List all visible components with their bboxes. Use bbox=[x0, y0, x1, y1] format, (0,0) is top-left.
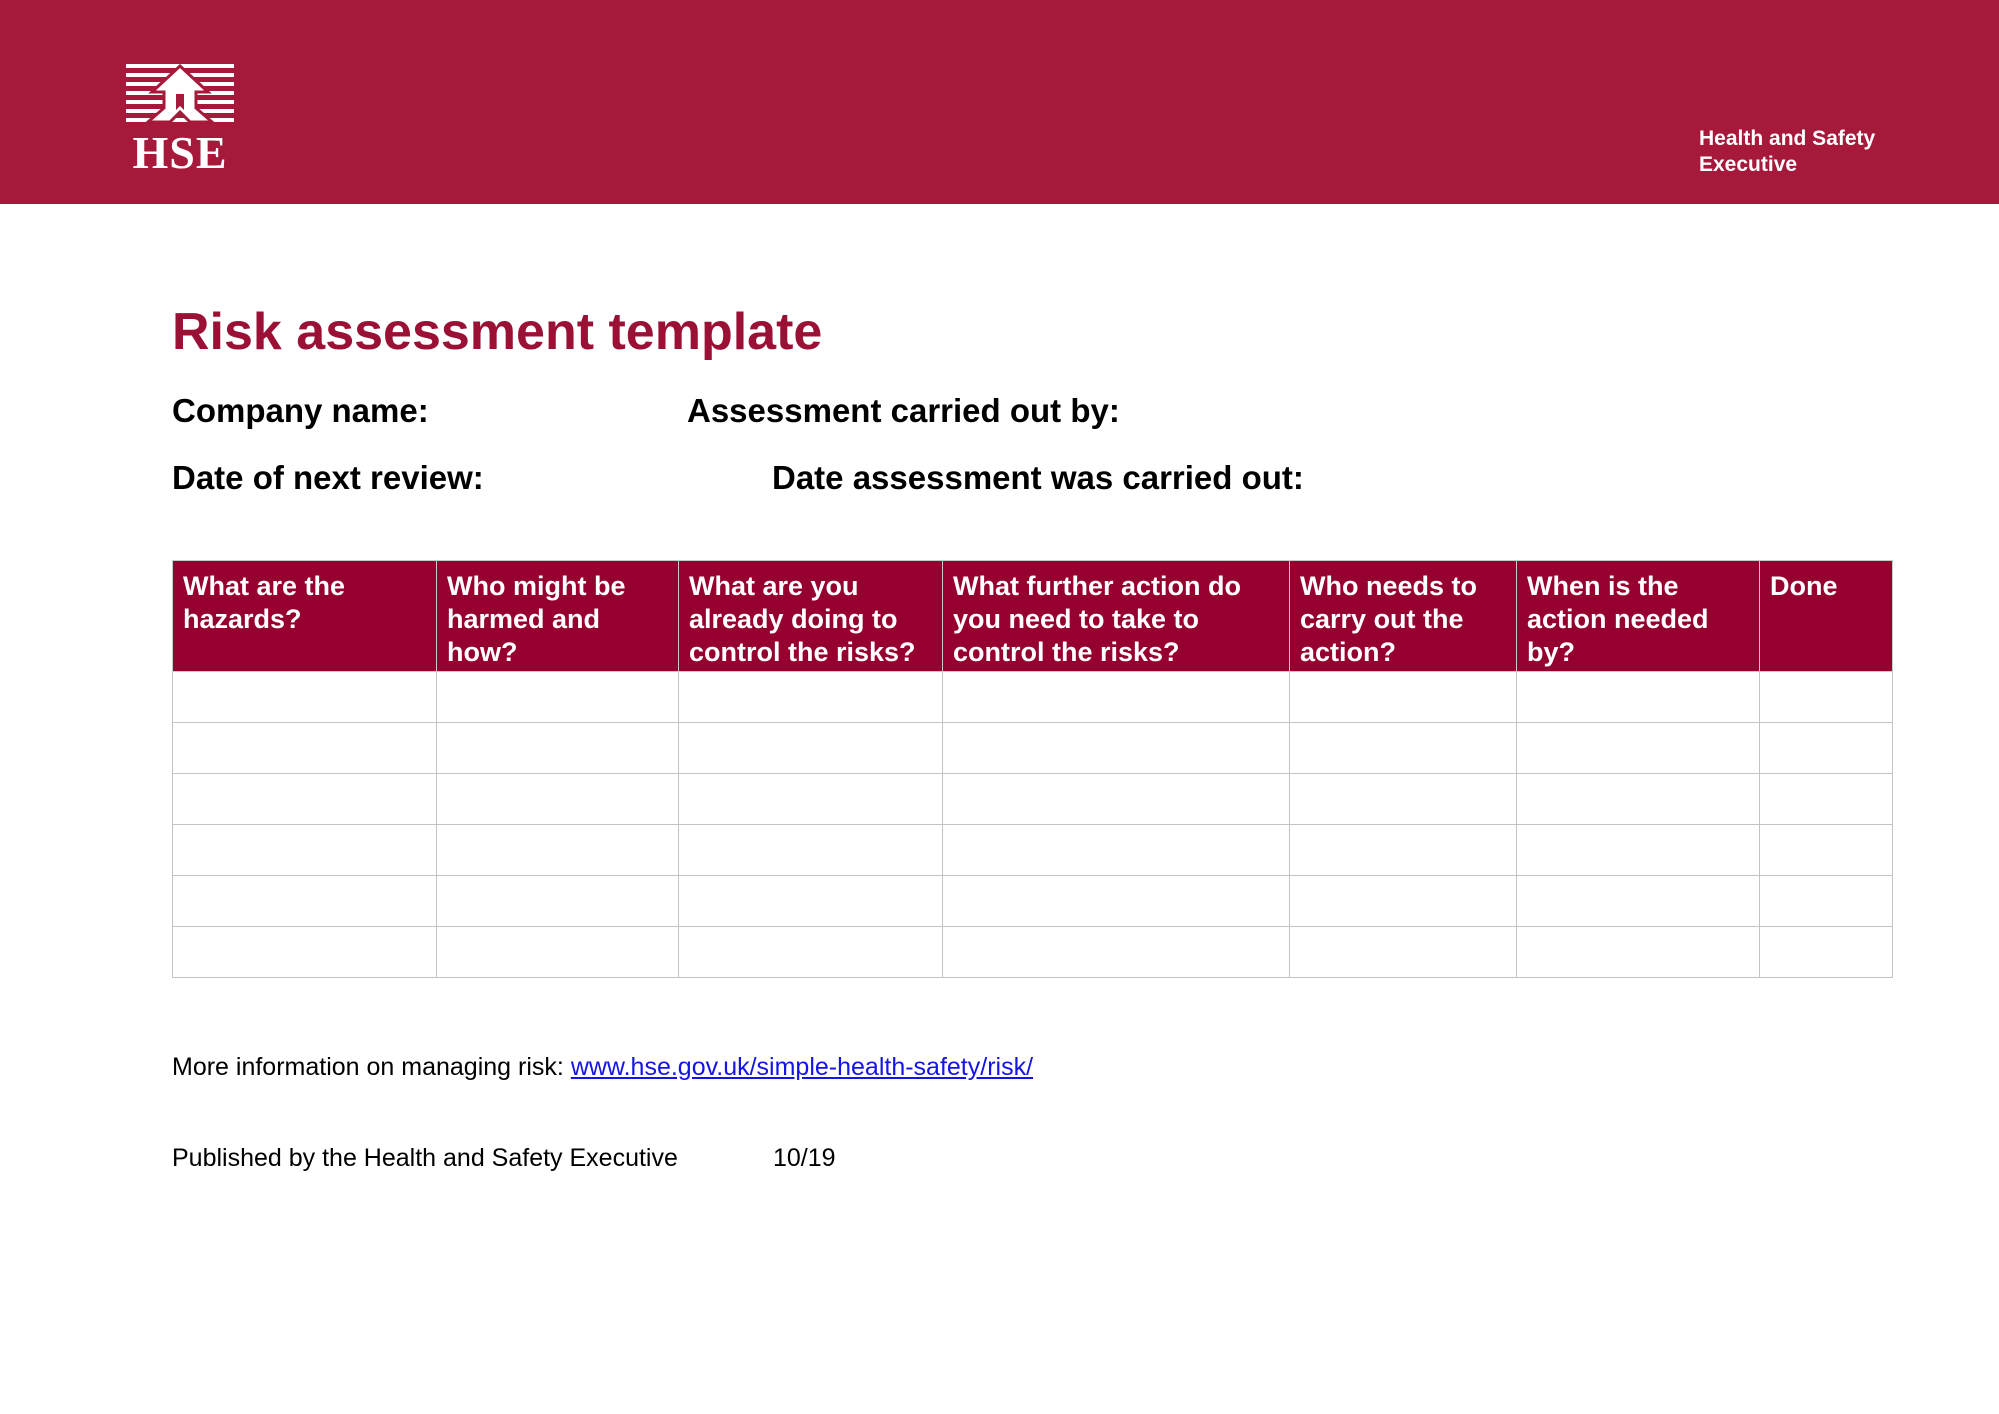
table-cell[interactable] bbox=[1760, 672, 1893, 723]
table-cell[interactable] bbox=[1760, 825, 1893, 876]
table-row bbox=[173, 774, 1893, 825]
table-header-row bbox=[173, 561, 1893, 672]
column-header-done: Done bbox=[1760, 561, 1893, 672]
more-info-link[interactable]: www.hse.gov.uk/simple-health-safety/risk/ bbox=[570, 1053, 1034, 1081]
table-row bbox=[173, 927, 1893, 978]
table-cell[interactable] bbox=[1517, 723, 1760, 774]
table-cell[interactable] bbox=[943, 927, 1290, 978]
column-header-hazards: What are the hazards? bbox=[173, 561, 437, 672]
published-by: Published by the Health and Safety Executive bbox=[172, 1144, 678, 1172]
table-cell[interactable] bbox=[679, 825, 943, 876]
assessment-date-label: Date assessment was carried out: bbox=[772, 459, 1304, 496]
table-cell[interactable] bbox=[679, 876, 943, 927]
table-cell[interactable] bbox=[437, 672, 679, 723]
table-cell[interactable] bbox=[679, 927, 943, 978]
table-cell[interactable] bbox=[943, 672, 1290, 723]
column-header-action-due: When is the action needed by? bbox=[1517, 561, 1760, 672]
org-name bbox=[1699, 126, 1919, 178]
table-cell[interactable] bbox=[1290, 825, 1517, 876]
table-cell[interactable] bbox=[1290, 774, 1517, 825]
table-cell[interactable] bbox=[943, 825, 1290, 876]
table-cell[interactable] bbox=[1517, 774, 1760, 825]
org-name-line1: Health and Safety bbox=[1699, 127, 1876, 150]
header-band bbox=[0, 0, 1999, 204]
column-header-action-owner: Who needs to carry out the action? bbox=[1290, 561, 1517, 672]
hse-logo-text: HSE bbox=[132, 127, 228, 178]
table-row bbox=[173, 723, 1893, 774]
table-cell[interactable] bbox=[437, 927, 679, 978]
table-cell[interactable] bbox=[1517, 672, 1760, 723]
hse-logo bbox=[126, 64, 234, 176]
more-info-label: More information on managing risk: bbox=[172, 1053, 564, 1081]
table-cell[interactable] bbox=[173, 825, 437, 876]
table-row bbox=[173, 876, 1893, 927]
table-cell[interactable] bbox=[679, 774, 943, 825]
assessment-by-label: Assessment carried out by: bbox=[687, 392, 1120, 429]
table-cell[interactable] bbox=[437, 876, 679, 927]
table-row bbox=[173, 825, 1893, 876]
table-cell[interactable] bbox=[943, 723, 1290, 774]
column-header-current-controls: What are you already doing to control the risks? bbox=[679, 561, 943, 672]
next-review-label: Date of next review: bbox=[172, 459, 484, 496]
more-info bbox=[172, 1051, 1033, 1083]
table-cell[interactable] bbox=[943, 876, 1290, 927]
published-date: 10/19 bbox=[773, 1144, 836, 1172]
table-cell[interactable] bbox=[173, 927, 437, 978]
table-cell[interactable] bbox=[437, 825, 679, 876]
hse-logo-icon bbox=[126, 64, 234, 130]
risk-assessment-table bbox=[172, 560, 1893, 978]
org-name-line2: Executive bbox=[1699, 153, 1798, 176]
table-cell[interactable] bbox=[1517, 927, 1760, 978]
table-cell[interactable] bbox=[1517, 876, 1760, 927]
table-cell[interactable] bbox=[173, 774, 437, 825]
table-cell[interactable] bbox=[679, 723, 943, 774]
table-cell[interactable] bbox=[679, 672, 943, 723]
table-cell[interactable] bbox=[1517, 825, 1760, 876]
column-header-further-action: What further action do you need to take to control the risks? bbox=[943, 561, 1290, 672]
company-name-label: Company name: bbox=[172, 392, 429, 429]
table-cell[interactable] bbox=[1760, 927, 1893, 978]
table-cell[interactable] bbox=[1290, 672, 1517, 723]
table-cell[interactable] bbox=[173, 876, 437, 927]
table-cell[interactable] bbox=[1290, 927, 1517, 978]
table-cell[interactable] bbox=[173, 723, 437, 774]
table-cell[interactable] bbox=[437, 723, 679, 774]
table-cell[interactable] bbox=[1290, 876, 1517, 927]
table-row bbox=[173, 672, 1893, 723]
table-cell[interactable] bbox=[943, 774, 1290, 825]
table-cell[interactable] bbox=[1760, 876, 1893, 927]
table-cell[interactable] bbox=[1760, 723, 1893, 774]
table-cell[interactable] bbox=[1290, 723, 1517, 774]
table-cell[interactable] bbox=[173, 672, 437, 723]
table-cell[interactable] bbox=[437, 774, 679, 825]
page-title: Risk assessment template bbox=[172, 303, 823, 361]
column-header-who-harmed: Who might be harmed and how? bbox=[437, 561, 679, 672]
table-cell[interactable] bbox=[1760, 774, 1893, 825]
